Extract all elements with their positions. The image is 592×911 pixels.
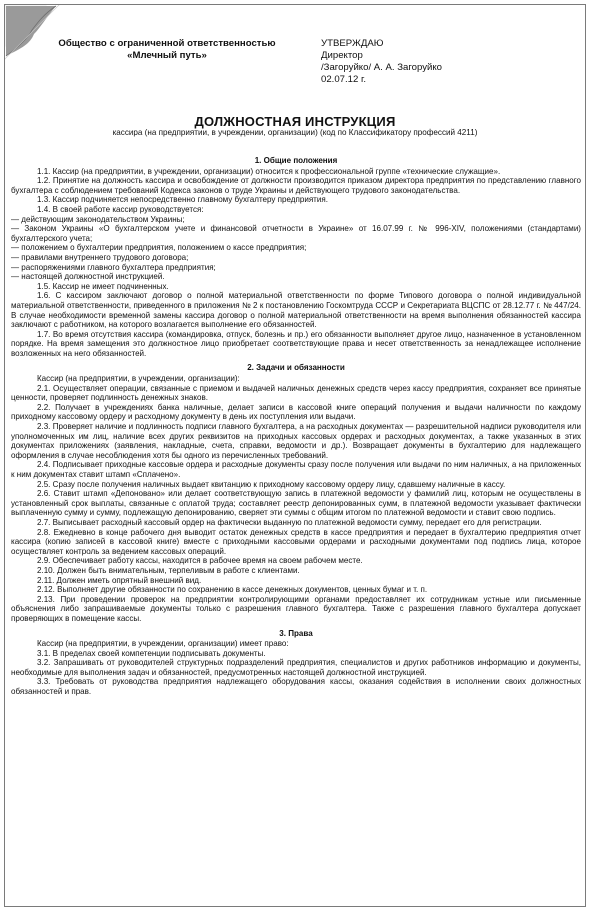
paragraph: 1.6. С кассиром заключают договор о полной материальной ответственности по форме Типового договора о полной индивидуальной материальной ответственности, приведенного в приложения № 2 к постановлению Госкомтруда СССР и Секретариата ВЦСПС от 28.12.77 г. № 447/24. В случае необходимости временной замены кассира договор о полной материальной ответственности на время выполнения обязанностей кассира заключают с работником, на которого возлагается выполнение его обязанностей. <box>11 291 581 330</box>
document-subtitle: кассира (на предприятии, в учреждении, организации) (код по Классификатору профессий 4211) <box>112 128 478 137</box>
paragraph: — действующим законодательством Украины; <box>11 214 185 224</box>
paragraph: 1.4. В своей работе кассир руководствуется: <box>37 204 204 214</box>
section-heading: 1. Общие положения <box>254 156 338 165</box>
document-page <box>4 4 586 907</box>
section-heading: 2. Задачи и обязанности <box>247 363 345 373</box>
paragraph: 1.3. Кассир подчиняется непосредственно главному бухгалтеру предприятия. <box>37 195 328 205</box>
org-title: «Млечный путь» <box>127 50 207 61</box>
approve-date: 02.07.12 г. <box>321 74 367 85</box>
paragraph: — правилами внутреннего трудового договора; <box>11 252 189 262</box>
paragraph: 1.2. Принятие на должность кассира и освобождение от должности производится приказом директора предприятия по представлению главного бухгалтера с соблюдением требований Кодекса законов о труде Украины и действующего трудового законодательства. <box>11 176 581 195</box>
paragraph: 2.6. Ставит штамп «Депоновано» или делает соответствующую запись в платежной ведомости у фамилий лиц, которым не осуществлены в установленный срок выплаты, связанные с оплатой труда; составляет реестр депонированных сумм, в платежной ведомости указывает фактически выплаченную сумму и сумму, подлежащую депонированию, сверяет эти суммы с общим итогом по платежной ведомости и ставит свою подпись. <box>11 489 581 518</box>
paragraph: 3.2. Запрашивать от руководителей структурных подразделений предприятия, специалистов и других работников информацию и документы, необходимые для выполнения задач и обязанностей, предусмотренных настоящей должностной инструкцией. <box>11 658 581 677</box>
paragraph: 2.12. Выполняет другие обязанности по сохранению в кассе денежных документов, ценных бумаг и т. п. <box>37 585 428 595</box>
paragraph: — распоряжениями главного бухгалтера предприятия; <box>11 262 216 272</box>
section-heading: 3. Права <box>279 628 313 638</box>
paragraph: 2.9. Обеспечивает работу кассы, находится в рабочее время на своем рабочем месте. <box>37 556 363 566</box>
paragraph: Кассир (на предприятии, в учреждении, организации) имеет право: <box>37 639 289 649</box>
paragraph: 2.3. Проверяет наличие и подлинность подписи главного бухгалтера, а на расходных документах — разрешительной надписи руководителя или уполномоченных им лиц, наличие всех других реквизитов на приходных кассовых ордерах и расходных документах, а также указанных в этих документах приложениях (заявления, накладные, счета, справки, ведомости и др.). Возвращает документы в бухгалтерию для надлежащего оформления в случае несоблюдения хотя бы одного из перечисленных требований. <box>11 422 581 460</box>
org-type: Общество с ограниченной ответственностью <box>58 38 276 49</box>
paragraph: 2.2. Получает в учреждениях банка наличные, делает записи в кассовой книге операций получения и выдачи наличности по каждому приходному кассовому ордеру и расходному документу в день их поступления или выдачи. <box>11 402 581 422</box>
paragraph: — настоящей должностной инструкцией. <box>11 272 165 282</box>
approve-signature: /Загоруйко/ А. А. Загоруйко <box>321 62 443 73</box>
paragraph: 2.10. Должен быть внимательным, терпеливым в работе с клиентами. <box>37 565 300 575</box>
approval-block <box>321 38 442 86</box>
paragraph: — положением о бухгалтерии предприятия, положением о кассе предприятия; <box>11 243 307 253</box>
paragraph: 1.7. Во время отсутствия кассира (командировка, отпуск, болезнь и пр.) его обязанности выполняет другое лицо, назначенное в установленном порядке. На время замещения это должностное лицо приобретает соответствующие права и несет ответственность за ненадлежащее исполнение возложенных на него обязанностей. <box>11 329 581 358</box>
paragraph: 2.8. Ежедневно в конце рабочего дня выводит остаток денежных средств в кассе предприятия и передает в бухгалтерию предприятия отчет кассира (копию записей в кассовой книге) вместе с приходными кассовыми ордерами и расходными документами под подпись лица, которое осуществляет контроль за ведением кассовых операций. <box>11 527 581 556</box>
paragraph: 1.1. Кассир (на предприятии, в учреждении, организации) относится к профессиональной группе «технические служащие». <box>37 166 501 176</box>
paragraph: 1.5. Кассир не имеет подчиненных. <box>37 281 169 291</box>
paragraph: 2.11. Должен иметь опрятный внешний вид. <box>37 575 202 585</box>
approve-position: Директор <box>321 50 363 61</box>
document-body <box>11 155 581 697</box>
document-title: ДОЛЖНОСТНАЯ ИНСТРУКЦИЯ <box>194 114 396 129</box>
approve-title: УТВЕРЖДАЮ <box>321 38 384 49</box>
paragraph: — Законом Украины «О бухгалтерском учете и финансовой отчетности в Украине» от 16.07.99 г. № 996-XIV, положениями (стандартами) бухгалтерского учета; <box>11 224 581 243</box>
paragraph: 2.4. Подписывает приходные кассовые ордера и расходные документы сразу после получения или выдачи по ним наличных, а на приложенных к ним документах ставит штамп «Сплачено». <box>11 460 581 479</box>
paragraph: 3.1. В пределах своей компетенции подписывать документы. <box>37 648 266 658</box>
paragraph: 2.1. Осуществляет операции, связанные с приемом и выдачей наличных денежных средств через кассу предприятия, сохраняет все принятые ценности, проверяет подлинность денежных знаков. <box>11 383 581 403</box>
paragraph: 3.3. Требовать от руководства предприятия надлежащего оборудования кассы, оказания содействия в исполнении своих должностных обязанностей и прав. <box>11 677 581 697</box>
paragraph: 2.5. Сразу после получения наличных выдает квитанцию к приходному кассовому ордеру лицу, сдавшему наличные в кассу. <box>37 479 506 489</box>
organization-name <box>57 38 277 62</box>
paragraph: 2.7. Выписывает расходный кассовый ордер на фактически выданную по платежной ведомости сумму, передает его для регистрации. <box>37 517 542 527</box>
paragraph: Кассир (на предприятии, в учреждении, организации): <box>37 374 240 384</box>
paragraph: 2.13. При проведении проверок на предприятии контролирующими органами предоставляет их сотрудникам устные или письменные объяснения либо запрашиваемые документы только с разрешения главного бухгалтера. Также с разрешения главного бухгалтера допускает проверяющих в помещение кассы. <box>11 594 581 623</box>
page-fold-corner <box>4 4 60 60</box>
